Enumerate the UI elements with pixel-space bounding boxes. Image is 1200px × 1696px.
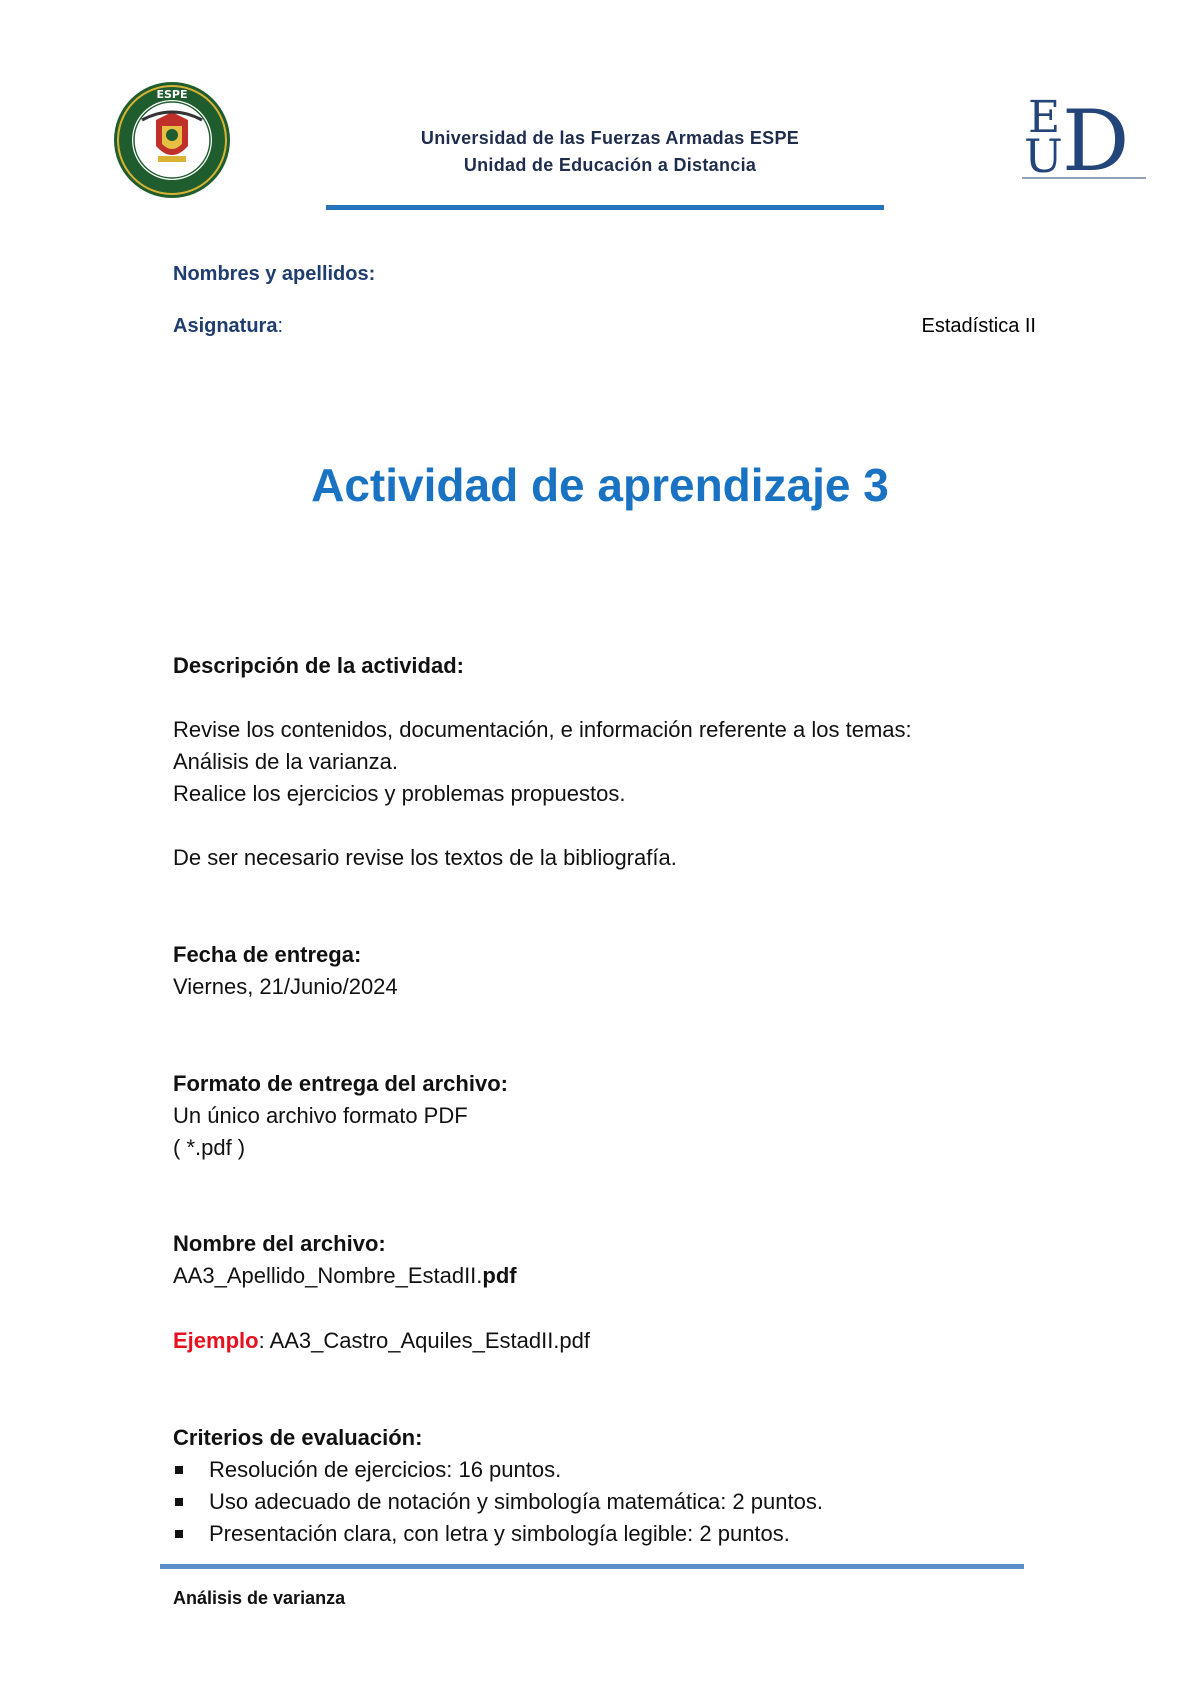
espe-logo [112, 80, 232, 200]
filename-value [173, 1260, 517, 1292]
filename-example [173, 1325, 590, 1357]
format-line-1: Un único archivo formato PDF [173, 1103, 468, 1128]
svg-text:U: U [1024, 129, 1063, 183]
criteria-list [173, 1454, 823, 1550]
description-heading: Descripción de la actividad: [173, 653, 464, 678]
list-item: Uso adecuado de notación y simbología matemática: 2 puntos. [173, 1486, 823, 1518]
description-line-3: Realice los ejercicios y problemas propuestos. [173, 781, 626, 806]
page-title: Actividad de aprendizaje 3 [311, 459, 889, 511]
bullet-square-icon [175, 1498, 183, 1506]
bullet-square-icon [175, 1466, 183, 1474]
svg-text:E: E [1028, 92, 1061, 143]
description-line-4: De ser necesario revise los textos de la bibliografía. [173, 845, 677, 870]
ued-logo [1020, 92, 1148, 184]
subject-value: Estadística II [921, 315, 1036, 337]
unit-name: Unidad de Educación a Distancia [463, 155, 757, 175]
bullet-square-icon [175, 1530, 183, 1538]
filename-ext: pdf [482, 1263, 517, 1288]
subject-label: Asignatura [173, 315, 278, 337]
university-name: Universidad de las Fuerzas Armadas ESPE [420, 128, 800, 148]
filename-heading: Nombre del archivo: [173, 1231, 386, 1256]
description-line-2: Análisis de la varianza. [173, 749, 399, 774]
example-label: Ejemplo [173, 1328, 259, 1353]
names-label: Nombres y apellidos: [173, 263, 376, 285]
format-line-2: ( *.pdf ) [173, 1135, 246, 1160]
list-item: Resolución de ejercicios: 16 puntos. [173, 1454, 823, 1486]
format-heading: Formato de entrega del archivo: [173, 1071, 508, 1096]
list-item: Presentación clara, con letra y simbología legible: 2 puntos. [173, 1518, 823, 1550]
subject-colon: : [277, 315, 284, 337]
subject-label-row [173, 315, 283, 338]
criteria-heading: Criterios de evaluación: [173, 1425, 423, 1450]
espe-logo-text: ESPE [156, 88, 188, 101]
due-value: Viernes, 21/Junio/2024 [173, 974, 398, 999]
due-heading: Fecha de entrega: [173, 942, 362, 967]
svg-text:D: D [1062, 92, 1130, 184]
filename-main: AA3_Apellido_Nombre_EstadII. [173, 1263, 483, 1288]
footer-text: Análisis de varianza [173, 1588, 346, 1608]
footer-divider [160, 1564, 1024, 1569]
example-value: : AA3_Castro_Aquiles_EstadII.pdf [258, 1328, 591, 1353]
description-line-1: Revise los contenidos, documentación, e información referente a los temas: [173, 717, 912, 742]
header-divider [326, 205, 884, 210]
